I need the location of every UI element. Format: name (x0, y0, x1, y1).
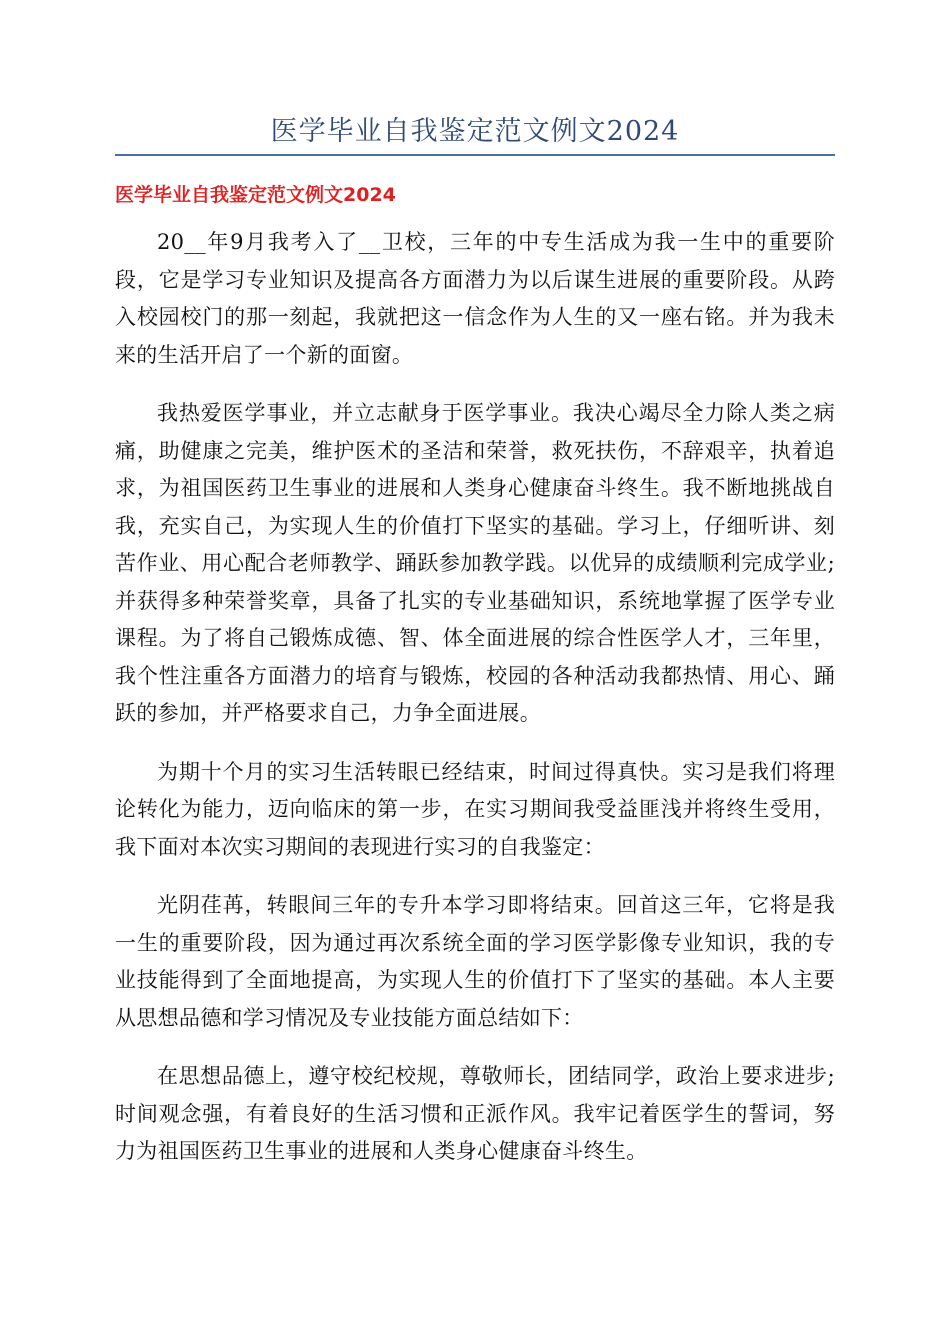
document-body (115, 224, 835, 1192)
paragraph: 我热爱医学事业，并立志献身于医学事业。我决心竭尽全力除人类之病痛，助健康之完美，维护医术的圣洁和荣誉，救死扶伤，不辞艰辛，执着追求，为祖国医药卫生事业的进展和人类身心健康奋斗终生。我不断地挑战自我，充实自己，为实现人生的价值打下坚实的基础。学习上，仔细听讲、刻苦作业、用心配合老师教学、踊跃参加教学践。以优异的成绩顺利完成学业;并获得多种荣誉奖章，具备了扎实的专业基础知识，系统地掌握了医学专业课程。为了将自己锻炼成德、智、体全面进展的综合性医学人才，三年里，我个性注重各方面潜力的培育与锻炼，校园的各种活动我都热情、用心、踊跃的参加，并严格要求自己，力争全面进展。 (115, 401, 835, 725)
document-title: 医学毕业自我鉴定范文例文2024 (270, 116, 680, 147)
document-heading: 医学毕业自我鉴定范文例文2024 (115, 184, 396, 206)
paragraph: 在思想品德上，遵守校纪校规，尊敬师长，团结同学，政治上要求进步;时间观念强，有着良好的生活习惯和正派作风。我牢记着医学生的誓词，努力为祖国医药卫生事业的进展和人类身心健康奋斗终生。 (115, 1064, 835, 1163)
paragraph: 20__年9月我考入了__卫校，三年的中专生活成为我一生中的重要阶段，它是学习专业知识及提高各方面潜力为以后谋生进展的重要阶段。从跨入校园校门的那一刻起，我就把这一信念作为人生的又一座右铭。并为我未来的生活开启了一个新的面窗。 (115, 230, 835, 367)
title-divider (115, 154, 835, 156)
paragraph: 光阴荏苒，转眼间三年的专升本学习即将结束。回首这三年，它将是我一生的重要阶段，因为通过再次系统全面的学习医学影像专业知识，我的专业技能得到了全面地提高，为实现人生的价值打下了坚实的基础。本人主要从思想品德和学习情况及专业技能方面总结如下： (115, 893, 835, 1030)
paragraph: 为期十个月的实习生活转眼已经结束，时间过得真快。实习是我们将理论转化为能力，迈向临床的第一步，在实习期间我受益匪浅并将终生受用，我下面对本次实习期间的表现进行实习的自我鉴定： (115, 759, 835, 859)
